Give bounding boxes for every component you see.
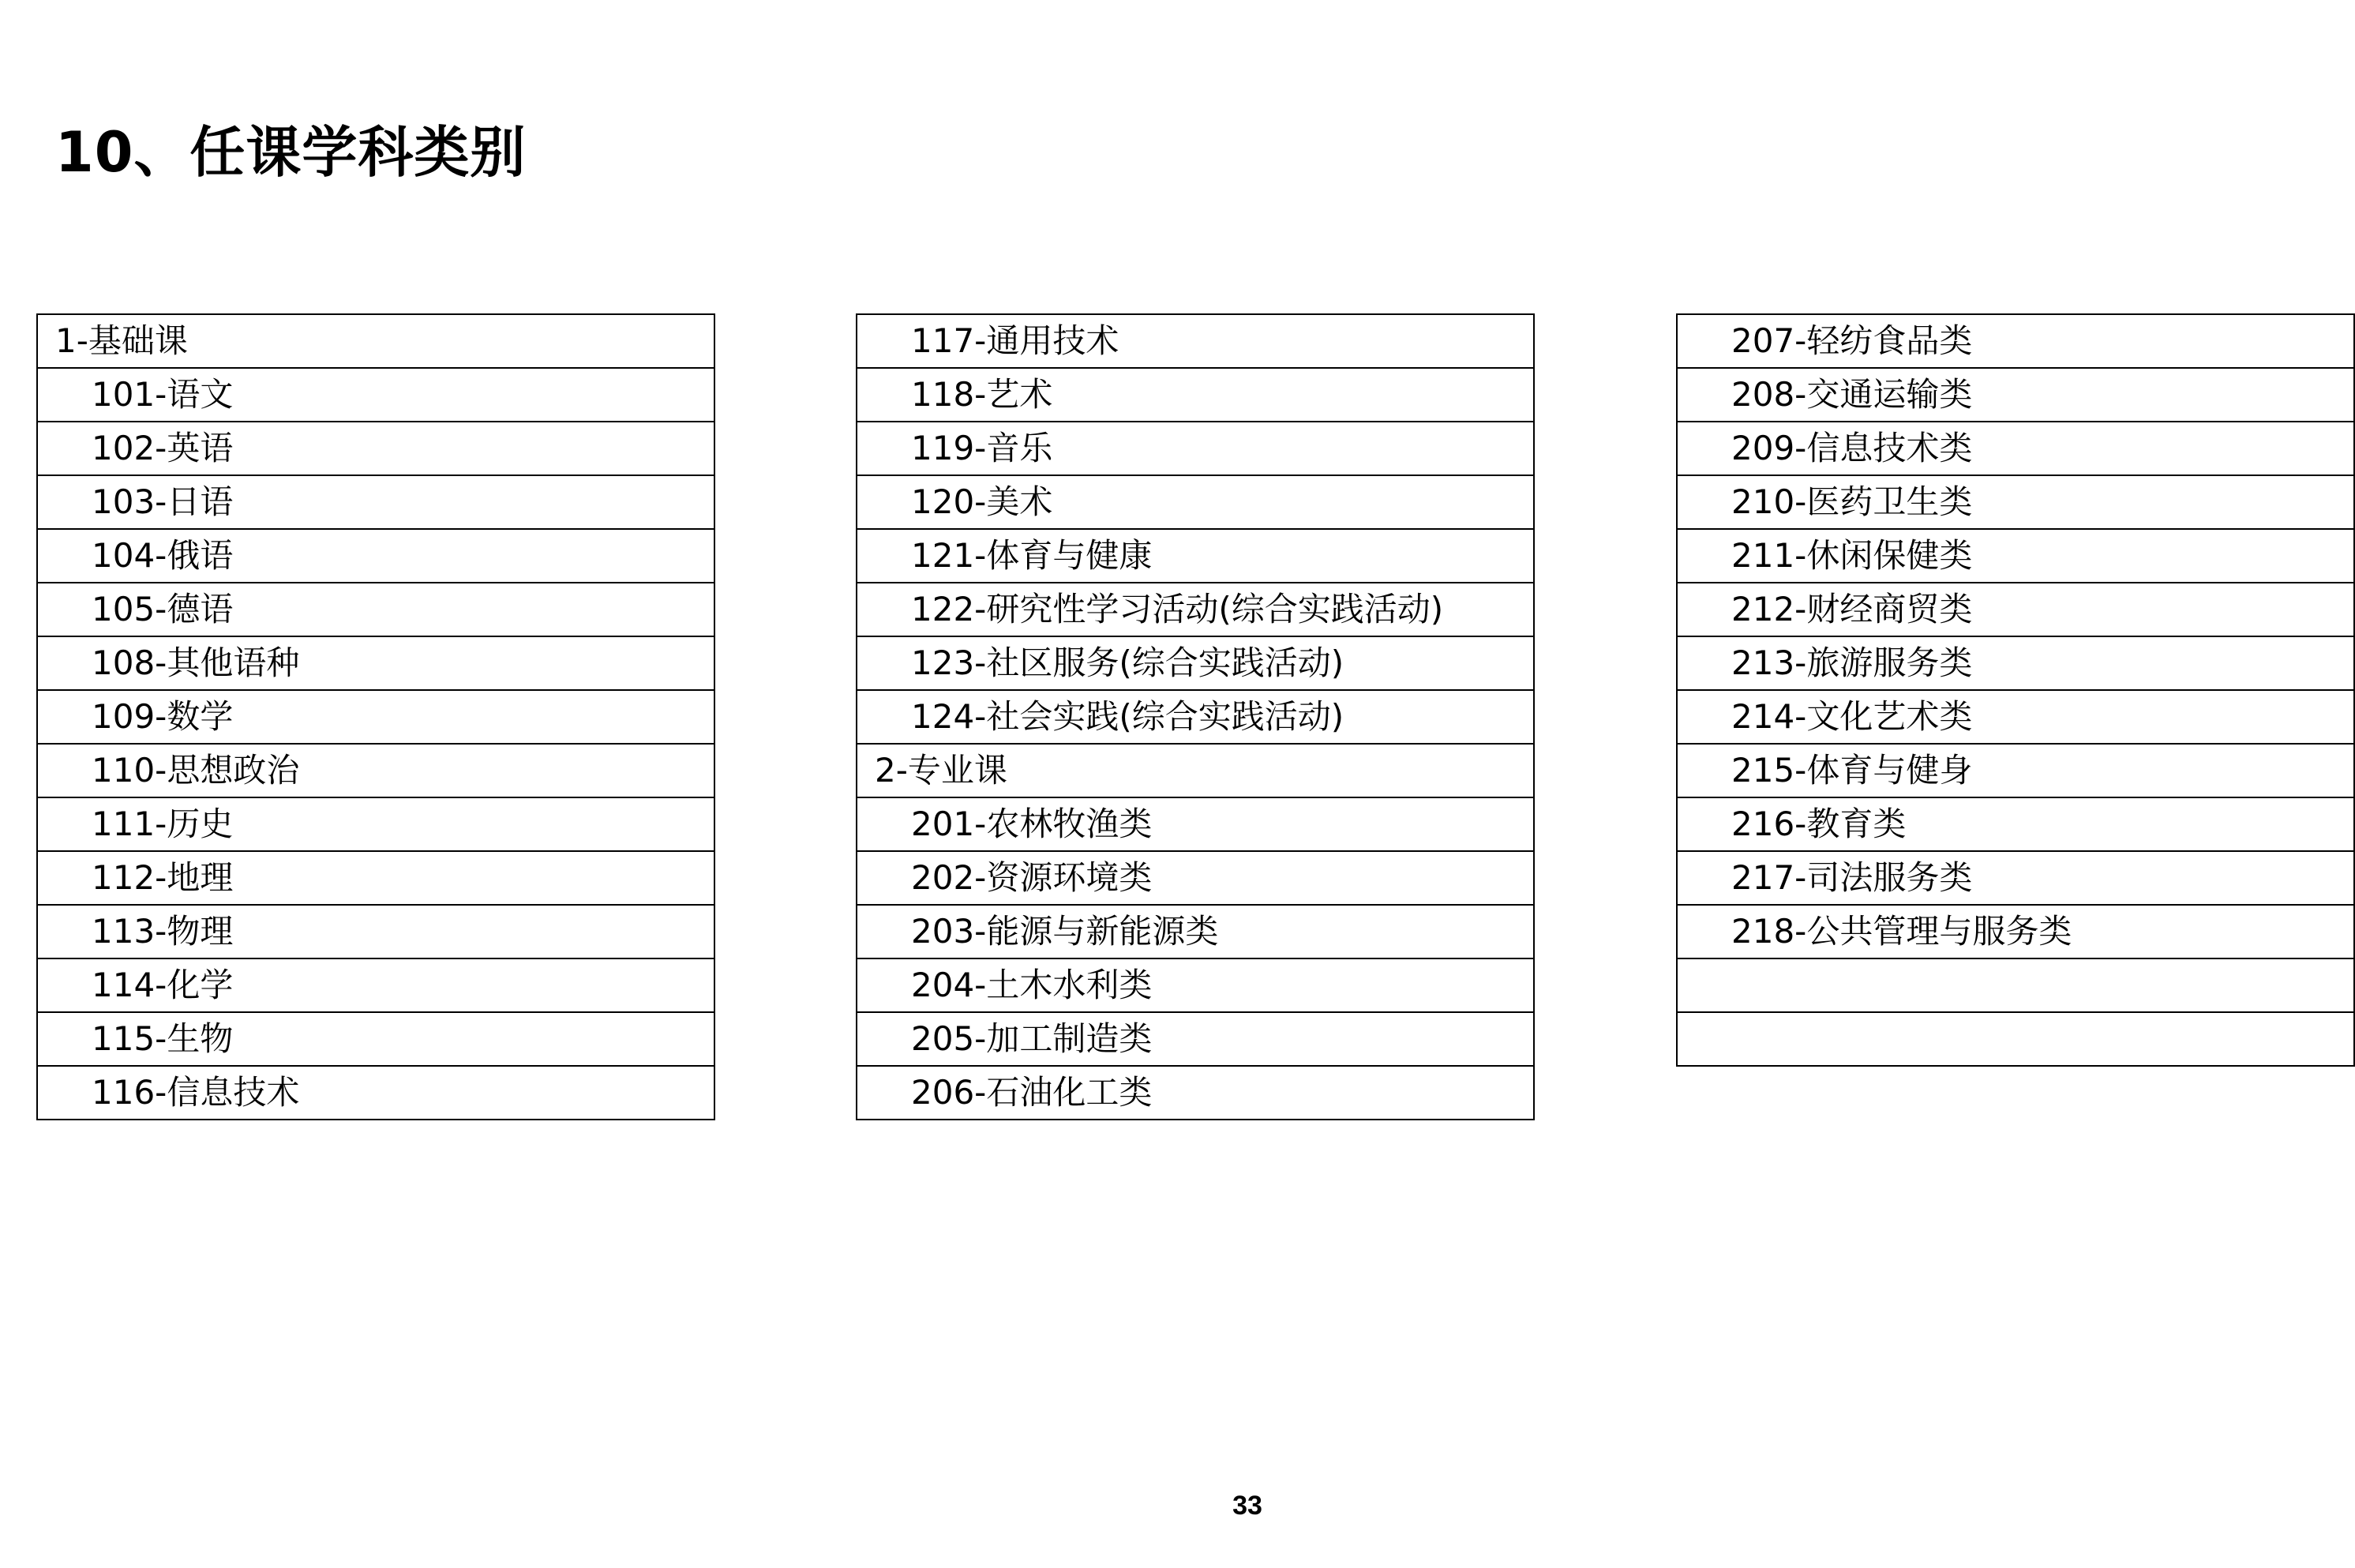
- subject-cell: 124-社会实践(综合实践活动): [857, 690, 1534, 744]
- page-number: 33: [1232, 1491, 1262, 1521]
- table-row: [1677, 744, 2354, 797]
- table-row: [1677, 636, 2354, 690]
- table-row: [1677, 851, 2354, 905]
- table-row: [1677, 368, 2354, 422]
- subject-cell: 101-语文: [37, 368, 714, 422]
- subject-code-table-1: [36, 313, 715, 1120]
- table-row: [857, 422, 1534, 475]
- subject-cell: 108-其他语种: [37, 636, 714, 690]
- table-row: [857, 475, 1534, 529]
- subject-cell: 102-英语: [37, 422, 714, 475]
- table-row: [1677, 797, 2354, 851]
- table-row: [1677, 314, 2354, 368]
- table-row: [1677, 475, 2354, 529]
- table-row: [37, 368, 714, 422]
- table-row: [857, 744, 1534, 797]
- table-row: [37, 583, 714, 636]
- subject-code-table-3: [1676, 313, 2355, 1067]
- table-row: [857, 1066, 1534, 1120]
- subject-cell: 212-财经商贸类: [1677, 583, 2354, 636]
- category-heading-cell: 2-专业课: [857, 744, 1534, 797]
- subject-cell: [1677, 1012, 2354, 1066]
- subject-cell: 119-音乐: [857, 422, 1534, 475]
- subject-cell: 104-俄语: [37, 529, 714, 583]
- subject-cell: 105-德语: [37, 583, 714, 636]
- table-row: [37, 1066, 714, 1120]
- table-row: [1677, 905, 2354, 958]
- subject-cell: 109-数学: [37, 690, 714, 744]
- table-row: [857, 1012, 1534, 1066]
- table-row: [37, 797, 714, 851]
- subject-cell: 203-能源与新能源类: [857, 905, 1534, 958]
- table-row: [857, 368, 1534, 422]
- subject-cell: 207-轻纺食品类: [1677, 314, 2354, 368]
- subject-cell: 206-石油化工类: [857, 1066, 1534, 1120]
- subject-cell: 218-公共管理与服务类: [1677, 905, 2354, 958]
- subject-cell: 217-司法服务类: [1677, 851, 2354, 905]
- subject-cell: 120-美术: [857, 475, 1534, 529]
- table-row: [857, 690, 1534, 744]
- table-row: [1677, 422, 2354, 475]
- subject-cell: 204-土木水利类: [857, 958, 1534, 1012]
- subject-cell: [1677, 958, 2354, 1012]
- subject-cell: 205-加工制造类: [857, 1012, 1534, 1066]
- subject-cell: 117-通用技术: [857, 314, 1534, 368]
- subject-cell: 215-体育与健身: [1677, 744, 2354, 797]
- subject-cell: 112-地理: [37, 851, 714, 905]
- table-row: [1677, 958, 2354, 1012]
- subject-cell: 118-艺术: [857, 368, 1534, 422]
- subject-cell: 201-农林牧渔类: [857, 797, 1534, 851]
- subject-code-table-2: [856, 313, 1535, 1120]
- subject-cell: 209-信息技术类: [1677, 422, 2354, 475]
- subject-cell: 216-教育类: [1677, 797, 2354, 851]
- table-row: [857, 583, 1534, 636]
- subject-cell: 121-体育与健康: [857, 529, 1534, 583]
- subject-cell: 111-历史: [37, 797, 714, 851]
- table-row: [37, 958, 714, 1012]
- subject-cell: 208-交通运输类: [1677, 368, 2354, 422]
- subject-cell: 123-社区服务(综合实践活动): [857, 636, 1534, 690]
- table-row: [857, 905, 1534, 958]
- table-row: [1677, 583, 2354, 636]
- table-row: [857, 851, 1534, 905]
- subject-cell: 214-文化艺术类: [1677, 690, 2354, 744]
- subject-cell: 115-生物: [37, 1012, 714, 1066]
- subject-cell: 122-研究性学习活动(综合实践活动): [857, 583, 1534, 636]
- table-row: [37, 690, 714, 744]
- table-row: [1677, 529, 2354, 583]
- subject-cell: 202-资源环境类: [857, 851, 1534, 905]
- subject-cell: 110-思想政治: [37, 744, 714, 797]
- table-row: [37, 744, 714, 797]
- table-row: [37, 529, 714, 583]
- table-row: [37, 905, 714, 958]
- subject-cell: 113-物理: [37, 905, 714, 958]
- page-title: 10、任课学科类别: [55, 120, 527, 185]
- table-row: [857, 314, 1534, 368]
- table-row: [1677, 1012, 2354, 1066]
- table-row: [857, 529, 1534, 583]
- table-row: [857, 636, 1534, 690]
- table-row: [37, 422, 714, 475]
- subject-cell: 213-旅游服务类: [1677, 636, 2354, 690]
- table-row: [37, 314, 714, 368]
- table-row: [37, 1012, 714, 1066]
- table-row: [37, 475, 714, 529]
- subject-cell: 103-日语: [37, 475, 714, 529]
- category-heading-cell: 1-基础课: [37, 314, 714, 368]
- table-row: [1677, 690, 2354, 744]
- subject-cell: 211-休闲保健类: [1677, 529, 2354, 583]
- table-row: [857, 797, 1534, 851]
- table-row: [37, 851, 714, 905]
- subject-cell: 210-医药卫生类: [1677, 475, 2354, 529]
- table-row: [37, 636, 714, 690]
- subject-cell: 114-化学: [37, 958, 714, 1012]
- table-row: [857, 958, 1534, 1012]
- subject-cell: 116-信息技术: [37, 1066, 714, 1120]
